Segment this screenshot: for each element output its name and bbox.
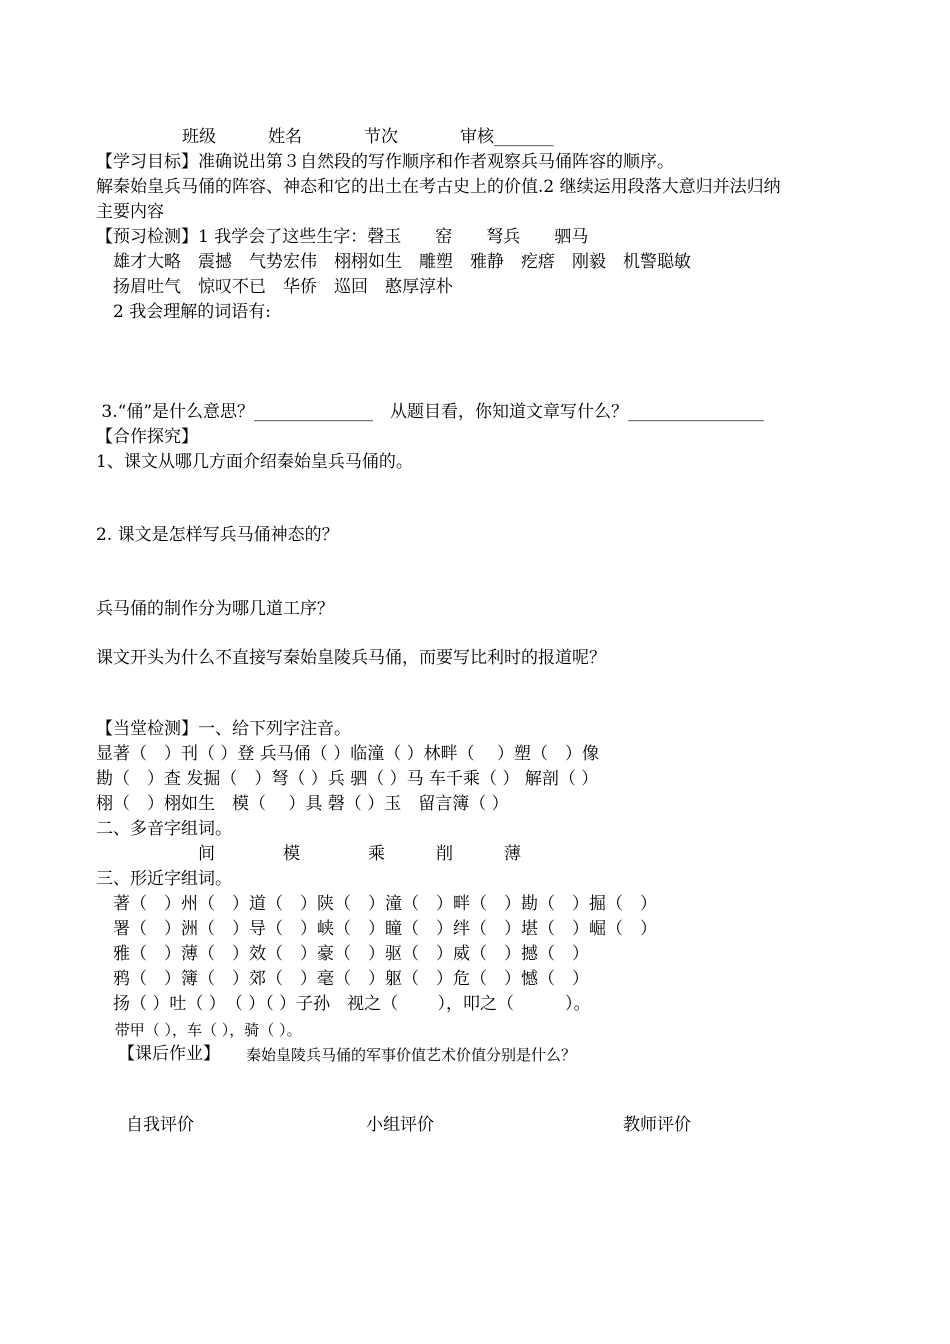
- explore-q4: 课文开头为什么不直接写秦始皇陵兵马俑，而要写比利时的报道呢？: [96, 648, 606, 668]
- homework-question: 秦始皇陵兵马俑的军事价值艺术价值分别是什么？: [246, 1046, 577, 1064]
- classtest-r4: 鸦（ ）簿（ ）郊（ ）毫（ ）躯（ ）危（ ）憾（ ）: [96, 969, 589, 989]
- explore-title: 【合作探究】: [96, 427, 198, 447]
- explore-q3: 兵马俑的制作分为哪几道工序？: [96, 599, 334, 619]
- classtest-r3: 雅（ ）薄（ ）效（ ）豪（ ）驱（ ）威（ ）撼（ ）: [96, 944, 589, 964]
- teacher-evaluation-label: 教师评价: [623, 1115, 691, 1135]
- goals-line-1: 【学习目标】准确说出第３自然段的写作顺序和作者观察兵马俑阵容的顺序。: [96, 152, 674, 172]
- classtest-row-2: 勘（ ）查 发掘（ ）弩（ ）兵 驷（ ）马 车千乘（ ） 解剖（ ）: [96, 769, 599, 789]
- classtest-part-3: 三、形近字组词。: [96, 869, 232, 889]
- classtest-title: 【当堂检测】一、给下列字注音。: [96, 719, 351, 739]
- classtest-r6: 带甲（ ），车（ ），骑（ ）。: [110, 1021, 302, 1039]
- preview-line-3: 扬眉吐气 惊叹不已 华侨 巡回 憨厚淳朴: [96, 277, 453, 297]
- classtest-r1: 著（ ）州（ ）道（ ）陕（ ）潼（ ）畔（ ）勘（ ）掘（ ）: [96, 894, 657, 914]
- period-label: 节次: [364, 127, 398, 147]
- class-label: 班级: [182, 127, 216, 147]
- preview-line-1: 【预习检测】1 我学会了这些生字：磬玉 窑 弩兵 驷马: [96, 227, 589, 247]
- classtest-row-1: 显著（ ）刊（ ）登 兵马俑（ ）临潼（ ）林畔（ ）塑（ ）像: [96, 744, 600, 764]
- classtest-part-2: 二、多音字组词。: [96, 819, 232, 839]
- self-evaluation-label: 自我评价: [126, 1115, 194, 1135]
- homework-title: 【课后作业】: [118, 1044, 220, 1064]
- goals-line-3: 主要内容: [96, 202, 164, 222]
- classtest-row-3: 栩（ ）栩如生 模（ ）具 磬（ ）玉 留言簿（ ）: [96, 794, 509, 814]
- review-label: 审核_______: [460, 127, 554, 147]
- name-label: 姓名: [268, 127, 302, 147]
- classtest-r2: 署（ ）洲（ ）导（ ）峡（ ）瞳（ ）绊（ ）堪（ ）崛（ ）: [96, 919, 657, 939]
- preview-line-4: 2 我会理解的词语有:: [96, 302, 271, 322]
- goals-line-2: 解秦始皇兵马俑的阵容、神态和它的出土在考古史上的价值.2 继续运用段落大意归并法归纳: [96, 177, 781, 197]
- classtest-r5: 扬（ ）吐（ ） （ ）（ ）子孙 视之（ ），叩之（ ）。: [96, 994, 591, 1014]
- preview-line-2: 雄才大略 震撼 气势宏伟 栩栩如生 雕塑 雅静 疙瘩 刚毅 机警聪敏: [96, 252, 691, 272]
- group-evaluation-label: 小组评价: [366, 1115, 434, 1135]
- explore-q2: 2. 课文是怎样写兵马俑神态的？: [96, 525, 339, 545]
- classtest-part-2-words: 间 模 乘 削 薄: [96, 844, 521, 864]
- preview-line-5: 3.“俑”是什么意思？______________ 从题目看，你知道文章写什么？________________: [96, 402, 765, 422]
- explore-q1: 1、课文从哪几方面介绍秦始皇兵马俑的。: [96, 452, 413, 472]
